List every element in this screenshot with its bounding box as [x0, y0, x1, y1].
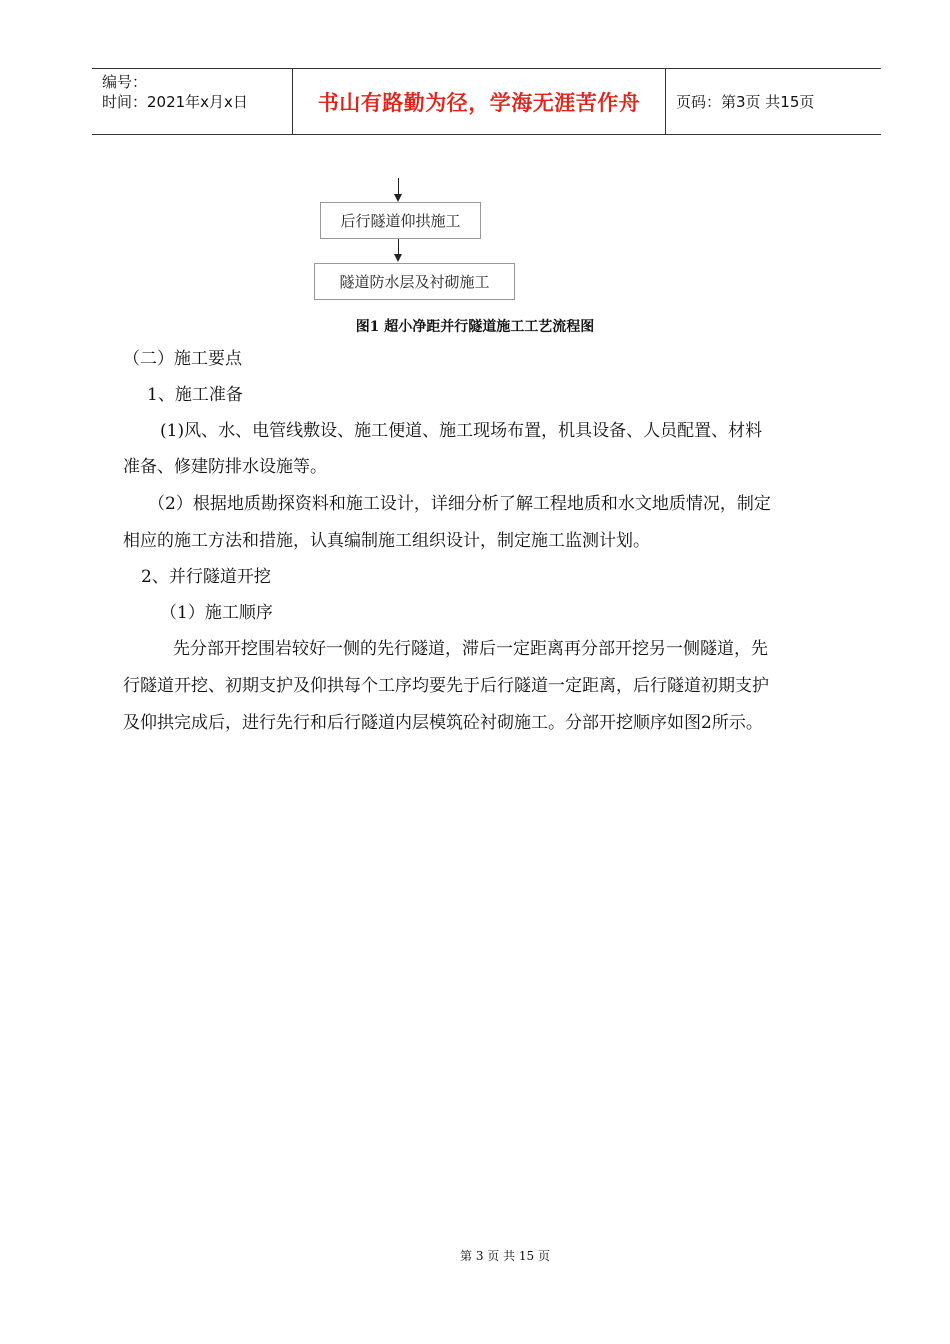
paragraph-2-line-1: （2）根据地质勘探资料和施工设计，详细分析了解工程地质和水文地质情况，制定 [148, 494, 771, 514]
header-page-info: 页码：第3页 共15页 [676, 93, 815, 111]
flow-arrow-head-1 [394, 194, 402, 202]
paragraph-3-line-2: 行隧道开挖、初期支护及仰拱每个工序均要先于后行隧道一定距离，后行隧道初期支护 [123, 676, 769, 696]
section-heading: （二）施工要点 [123, 349, 242, 369]
document-number-label: 编号： [102, 73, 148, 91]
flow-step-box-1: 后行隧道仰拱施工 [320, 202, 481, 239]
figure-caption: 图1 超小净距并行隧道施工工艺流程图 [355, 319, 595, 335]
paragraph-3-line-1: 先分部开挖围岩较好一侧的先行隧道，滞后一定距离再分部开挖另一侧隧道，先 [173, 639, 768, 659]
page-footer: 第 3 页 共 15 页 [460, 1249, 550, 1263]
paragraph-1-line-2: 准备、修建防排水设施等。 [123, 457, 327, 477]
flow-arrow-head-2 [394, 254, 402, 262]
header-motto: 书山有路勤为径，学海无涯苦作舟 [293, 69, 666, 134]
flow-step-box-2: 隧道防水层及衬砌施工 [314, 263, 515, 300]
subsection-heading-2: 2、并行隧道开挖 [141, 567, 271, 587]
paragraph-2-line-2: 相应的施工方法和措施，认真编制施工组织设计，制定施工监测计划。 [123, 531, 650, 551]
subsection-heading-1: 1、施工准备 [147, 385, 243, 405]
page-header [92, 68, 881, 135]
header-meta [92, 69, 293, 134]
paragraph-1-line-1: (1)风、水、电管线敷设、施工便道、施工现场布置，机具设备、人员配置、材料 [160, 421, 763, 441]
document-time-label: 时间：2021年x月x日 [102, 93, 248, 111]
subsection-item-1: （1）施工顺序 [160, 603, 273, 623]
paragraph-3-line-3: 及仰拱完成后，进行先行和后行隧道内层模筑砼衬砌施工。分部开挖顺序如图2所示。 [123, 713, 763, 733]
